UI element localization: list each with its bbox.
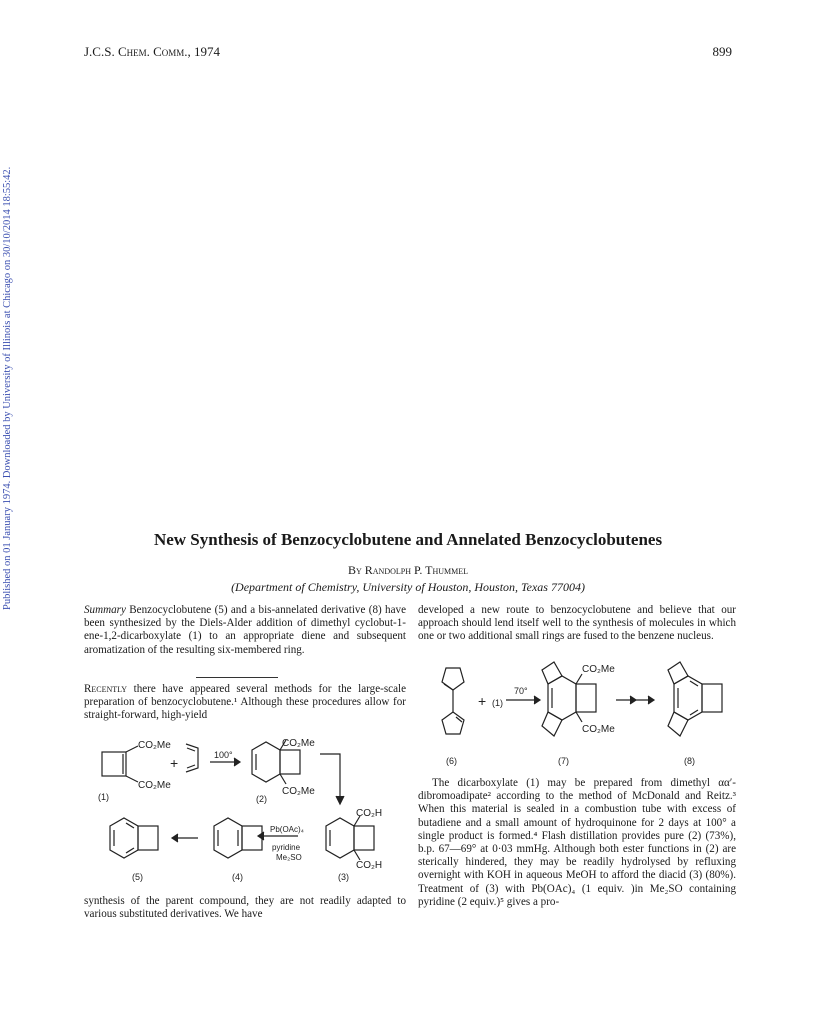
summary-text: Benzocyclobutene (5) and a bis-annelated derivative (8) have been synthesized by the Diels-Alder addition of dimethyl cyclobut-1-ene-1,2-dicarboxylate (1) to an appropriate diene and subsequent aromatization of the resulting six-membered ring. (84, 604, 406, 656)
reagent-pyridine: pyridine (272, 843, 301, 852)
scheme-1 (90, 738, 420, 888)
label-8: (8) (684, 756, 695, 766)
c2-bot-label: CO₂Me (282, 786, 315, 797)
page-number: 899 (712, 44, 732, 59)
reagent-1: (1) (492, 698, 503, 708)
download-notice-strip (0, 0, 20, 1032)
label-2: (2) (256, 794, 267, 804)
condition-temp: 100° (214, 750, 233, 760)
c2-top-label: CO₂Me (282, 738, 315, 749)
label-6: (6) (446, 756, 457, 766)
right-body-paragraph: The dicarboxylate (1) may be prepared from dimethyl αα′-dibromoadipate² according to the method of McDonald and Reitz.³ When this material is sealed in a combustion tube with excess of butadiene and a small amount of hydroquinone for 2 days at 100° a single product is formed.⁴ Flash distillation provides pure (2) (73%), b.p. 67—69° at 0·03 mmHg. Although both ester functions in (2) are sterically hindered, they may be readily hydrolysed by refluxing overnight with KOH in aqueous MeOH to afford the diacid (3) (80%). Treatment of (3) with Pb(OAc)₄ (1 equiv. )in Me₂SO containing pyridine (2 equiv.)⁵ gives a pro- (418, 777, 736, 908)
cyclopentene-top (442, 668, 464, 690)
label-1: (1) (98, 792, 109, 802)
reagent-dmso: Me₂SO (276, 853, 302, 862)
author-byline: By Randolph P. Thummel (347, 563, 469, 577)
intro-lead: Recently (84, 683, 128, 695)
article-title: New Synthesis of Benzocyclobutene and Annelated Benzocyclobutenes (153, 530, 663, 549)
section-divider (196, 677, 278, 678)
c1-bot-label: CO₂Me (138, 780, 171, 791)
c1-top-label: CO₂Me (138, 740, 171, 751)
c7-bot-label: CO₂Me (582, 724, 615, 735)
c7-top-label: CO₂Me (582, 664, 615, 675)
intro-text: there have appeared several methods for the large-scale preparation of benzocyclobutene.¹ Although these procedures allow for straight-forward, high-yield (84, 683, 406, 722)
reagent-pb: Pb(OAc)₄ (270, 825, 304, 834)
summary-label: Summary (84, 604, 126, 616)
journal-header: J.C.S. Chem. Comm., 1974 (84, 44, 221, 59)
label-3: (3) (338, 872, 349, 882)
label-5: (5) (132, 872, 143, 882)
label-4: (4) (232, 872, 243, 882)
right-top-paragraph: developed a new route to benzocyclobutene and believe that our approach should lend itself well to the synthesis of molecules in which one or two additional small rings are fused to the benzene nucleus. (418, 604, 736, 643)
label-7: (7) (558, 756, 569, 766)
plus-sign-2: + (478, 693, 487, 709)
intro-paragraph (84, 683, 406, 723)
c3-bot-label: CO₂H (356, 860, 383, 871)
scheme-2 (420, 660, 736, 772)
cyclopentene-bottom (442, 712, 464, 734)
left-continuation: synthesis of the parent compound, they are not readily adapted to various substituted derivatives. We have (84, 895, 406, 921)
plus-sign: + (170, 755, 179, 771)
condition-70: 70° (514, 686, 528, 696)
affiliation: (Department of Chemistry, University of Houston, Houston, Texas 77004) (231, 580, 585, 594)
summary-paragraph (84, 604, 406, 657)
c3-top-label: CO₂H (356, 808, 383, 819)
download-notice: Published on 01 January 1974. Downloaded by University of Illinois at Chicago on 30/10/2014 18:55:42. (2, 166, 13, 610)
